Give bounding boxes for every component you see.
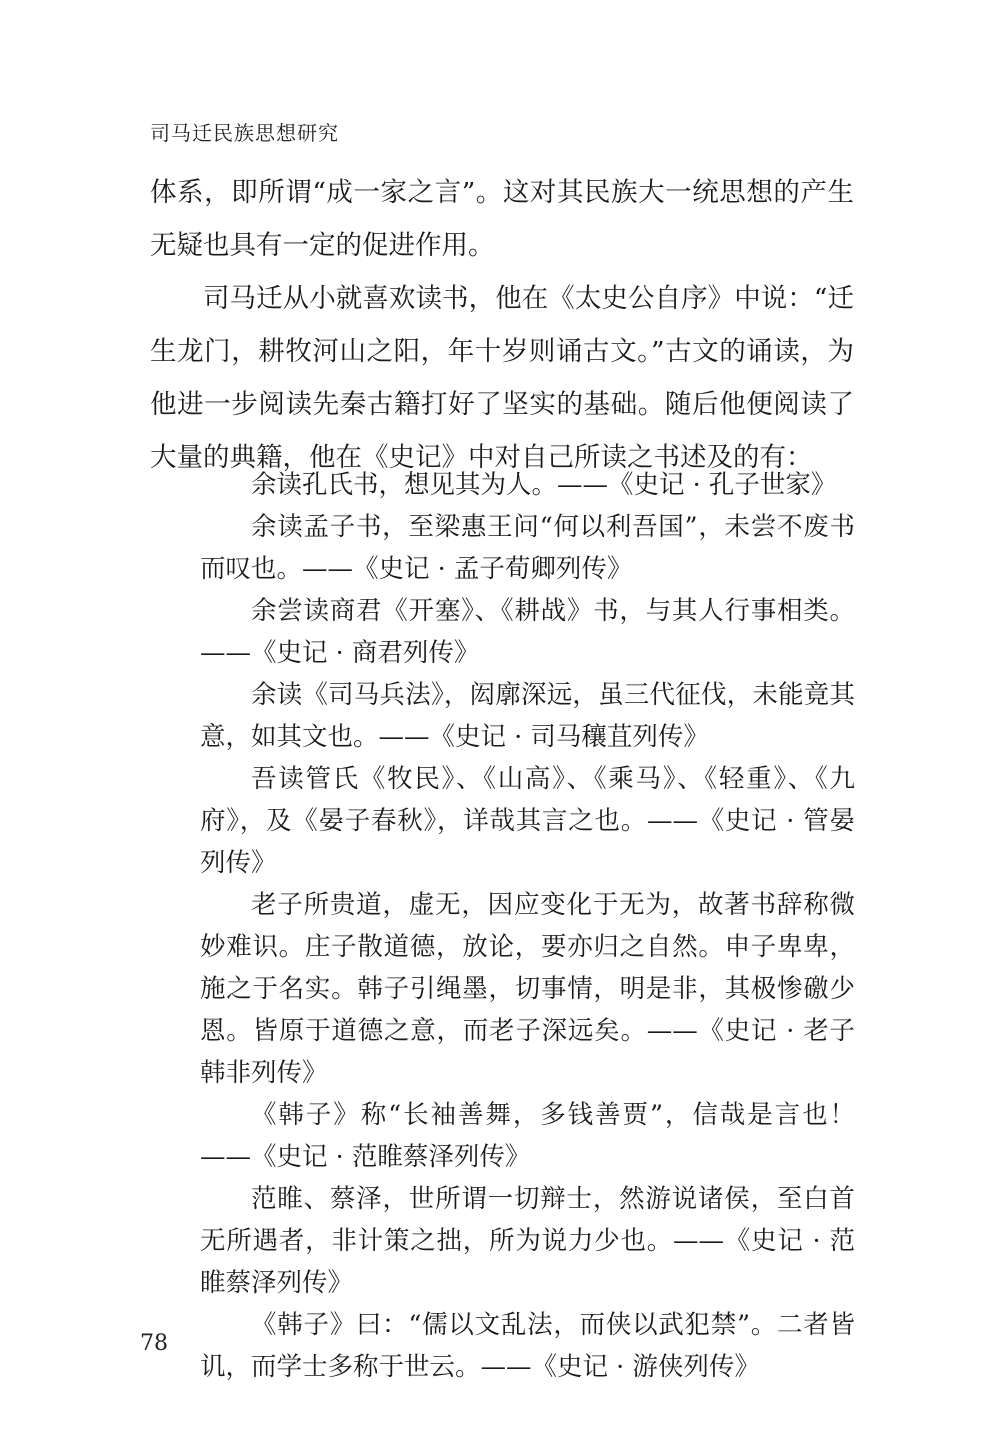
quote-paragraph: 《韩子》称“长袖善舞，多钱善贾”，信哉是言也！——《史记 · 范睢蔡泽列传》 — [200, 1100, 855, 1172]
quote-paragraph: 吾读管氏《牧民》、《山高》、《乘马》、《轻重》、《九府》，及《晏子春秋》，详哉其言之也。——《史记 · 管晏列传》 — [200, 764, 855, 878]
body-paragraph: 司马迁从小就喜欢读书，他在《太史公自序》中说：“迁生龙门，耕牧河山之阳，年十岁则诵古文。”古文的诵读，为他进一步阅读先秦古籍打好了坚实的基础。随后他便阅读了大量的典籍，他在《史记》中对自己所读之书述及的有： — [150, 283, 854, 473]
quote-paragraph: 余读《司马兵法》，闳廓深远，虽三代征伐，未能竟其意，如其文也。——《史记 · 司马穰苴列传》 — [200, 680, 855, 752]
quote-paragraph: 余读孔氏书，想见其为人。——《史记 · 孔子世家》 — [251, 470, 837, 500]
body-text — [150, 166, 854, 484]
quote-paragraph: 余读孟子书，至梁惠王问“何以利吾国”，未尝不废书而叹也。——《史记 · 孟子荀卿列传》 — [200, 512, 855, 584]
page-number: 78 — [140, 1331, 168, 1356]
running-head: 司马迁民族思想研究 — [150, 121, 339, 145]
quote-paragraph: 范睢、蔡泽，世所谓一切辩士，然游说诸侯，至白首无所遇者，非计策之拙，所为说力少也。——《史记 · 范睢蔡泽列传》 — [200, 1184, 855, 1298]
body-paragraph: 体系，即所谓“成一家之言”。这对其民族大一统思想的产生无疑也具有一定的促进作用。 — [150, 177, 854, 261]
quote-paragraph: 老子所贵道，虚无，因应变化于无为，故著书辞称微妙难识。庄子散道德，放论，要亦归之自然。申子卑卑，施之于名实。韩子引绳墨，切事情，明是非，其极惨礉少恩。皆原于道德之意，而老子深远矣。——《史记 · 老子韩非列传》 — [200, 890, 855, 1088]
quotation-block — [200, 464, 855, 1388]
quote-paragraph: 《韩子》曰：“儒以文乱法，而侠以武犯禁”。二者皆讥，而学士多称于世云。——《史记 · 游侠列传》 — [200, 1310, 855, 1382]
quote-paragraph: 余尝读商君《开塞》、《耕战》书，与其人行事相类。——《史记 · 商君列传》 — [200, 596, 855, 668]
